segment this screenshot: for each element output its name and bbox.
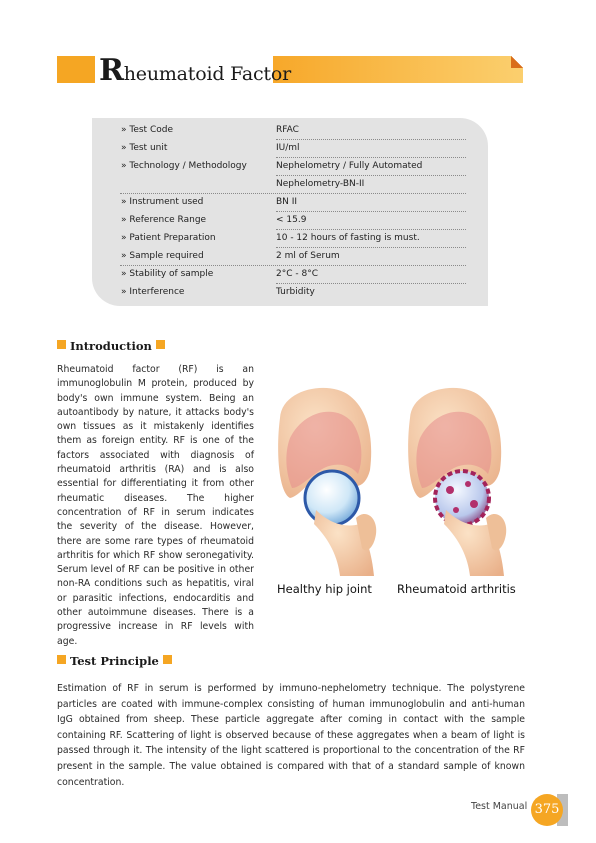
- test-principle-heading: [57, 650, 172, 666]
- square-bullet-icon: [57, 340, 66, 349]
- spec-value: RFAC: [276, 125, 299, 135]
- spec-key: » Technology / Methodology: [121, 161, 247, 171]
- spec-key: » Patient Preparation: [121, 233, 216, 243]
- spec-value: Turbidity: [276, 287, 315, 297]
- test-principle-heading-label: Test Principle: [70, 653, 159, 668]
- spec-row: [92, 176, 488, 194]
- page-number: 375: [531, 794, 563, 826]
- introduction-heading-label: Introduction: [70, 338, 152, 353]
- spec-value: Nephelometry-BN-II: [276, 179, 365, 189]
- spec-key: » Sample required: [121, 251, 204, 261]
- banner-left-bar: [57, 56, 95, 83]
- spec-value: 10 - 12 hours of fasting is must.: [276, 233, 420, 243]
- ra-erosion-spot: [446, 486, 454, 494]
- spec-key: » Interference: [121, 287, 185, 297]
- ra-erosion-spot: [453, 507, 459, 513]
- banner-folded-corner: [511, 56, 523, 68]
- rheumatoid-hip-joint: [408, 388, 506, 576]
- spec-row: [92, 212, 488, 230]
- introduction-heading: [57, 335, 165, 351]
- introduction-text: Rheumatoid factor (RF) is an immunoglobulin M protein, produced by body's own immune system. Being an autoantibody by nature, it attacks body's own tissues as it mistakenly identifies them as foreign entity. RF is one of the factors associated with diagnosis of rheumatoid arthritis (RA) and is also essential for differentiating it from other rheumatic diseases. The higher concentration of RF in serum indicates the severity of the disease. However, there are some rare types of rheumatoid arthritis for which RF show seronegativity. Serum level of RF can be positive in other non-RA conditions such as hepatitis, viral or parasitic infections, endocarditis and other autoimmune diseases. There is a progressive increase in RF levels with age.: [57, 364, 254, 647]
- spec-row: [92, 194, 488, 212]
- caption-healthy-hip: Healthy hip joint: [277, 582, 372, 596]
- spec-value: 2°C - 8°C: [276, 269, 318, 279]
- spec-row: [92, 284, 488, 302]
- page-title-initial: R: [99, 53, 124, 88]
- spec-key: » Reference Range: [121, 215, 207, 225]
- spec-row: [92, 266, 488, 284]
- square-bullet-icon: [156, 340, 165, 349]
- spec-key: » Test Code: [121, 125, 173, 135]
- spec-key: » Test unit: [121, 143, 168, 153]
- spec-value: IU/ml: [276, 143, 300, 153]
- test-principle-text: Estimation of RF in serum is performed by immuno-nephelometry technique. The polystyrene particles are coated with immune-complex consisting of human immunoglobulin and anti-human IgG obtained from sheep. These particle aggregate after coming in contact with the sample containing RF. Scattering of light is observed because of these aggregates when a beam of light is passed through it. The intensity of the light scattered is proportional to the concentration of the RF present in the sample. The value obtained is compared with that of a standard sample of known concentration.: [57, 683, 525, 788]
- banner-right-bar: [273, 56, 523, 83]
- spec-row: [92, 230, 488, 248]
- spec-value: Nephelometry / Fully Automated: [276, 161, 423, 171]
- spec-key: » Instrument used: [121, 197, 204, 207]
- ra-erosion-spot: [470, 500, 478, 508]
- hip-joint-illustration: [270, 378, 530, 588]
- caption-rheumatoid-arthritis: Rheumatoid arthritis: [397, 582, 516, 596]
- spec-value: < 15.9: [276, 215, 307, 225]
- page-title: [99, 53, 291, 88]
- ra-femoral-head: [435, 471, 489, 525]
- spec-value: 2 ml of Serum: [276, 251, 340, 261]
- square-bullet-icon: [57, 655, 66, 664]
- spec-row: [92, 248, 488, 266]
- spec-row: [92, 122, 488, 140]
- title-banner: [57, 53, 523, 88]
- spec-row: [92, 140, 488, 158]
- page-title-rest: heumatoid Factor: [123, 63, 291, 85]
- ra-erosion-spot: [465, 481, 471, 487]
- healthy-femoral-head: [305, 471, 359, 525]
- test-spec-table: [92, 118, 488, 306]
- spec-value: BN II: [276, 197, 298, 207]
- spec-row: [92, 158, 488, 176]
- spec-key: » Stability of sample: [121, 269, 214, 279]
- square-bullet-icon: [163, 655, 172, 664]
- footer-label: Test Manual: [471, 801, 528, 812]
- healthy-hip-joint: [278, 388, 376, 576]
